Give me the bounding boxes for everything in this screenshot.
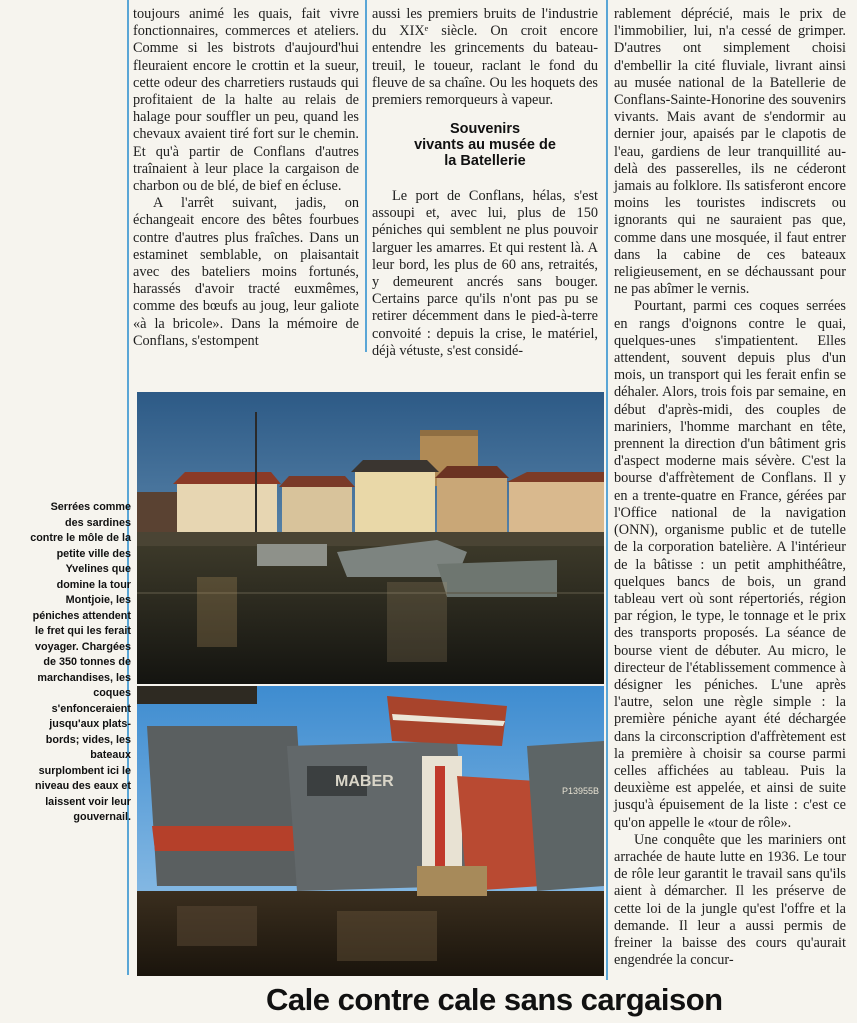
- subhead-line-3: la Batellerie: [444, 153, 526, 169]
- subhead-line-1: Souvenirs: [449, 121, 521, 137]
- moored-barges-illustration: [137, 686, 604, 976]
- hull-number-label: P13955B: [562, 786, 600, 796]
- column-divider-rule-2: [365, 0, 367, 352]
- photo-moored-barges: [137, 686, 604, 976]
- column-3-paragraph-2: Pourtant, parmi ces coques serrées en rangs d'oignons contre le quai, quelques-unes s'impatientent. Elles attendent, souvent depuis plus d'un mois, un transport qui les ferait enfin se déhaler. Alors, trois fois par semaine, en début d'après-midi, des couples de mariniers, l'homme marchant en tête, prennent la direction d'un bâtiment gris d'aspect moderne mais sévère. C'est la bourse d'affrètement de Conflans. Il y en a trente-quatre en France, gérées par l'Office national de la navigation (ONN), organisme public et de tutelle de la corporation batelière. A l'intérieur de la bâtisse : un petit amphithéâtre, quelques bancs de bois, un grand tableau vert où sont répertoriés, région par région, le type, le tonnage et le prix des transports proposés. La séance de bourse vient de débuter. Au micro, le directeur de l'établissement commence à désigner les péniches. L'une après l'autre, selon une règle simple : la première péniche ayant été déchargée dans la circonscription d'affrètement est la première à choisir sa course parmi celles affichées au tableau. Puis la deuxième est appelée, et ainsi de suite jusqu'à épuisement de la liste : c'est ce qu'on appelle le «tour de rôle».: [614, 298, 846, 831]
- column-divider-rule: [606, 0, 608, 980]
- column-2-body-paragraph: Le port de Conflans, hélas, s'est assoupi et, avec lui, plus de 150 péniches qui semblent ne plus pouvoir larguer les amarres. Et qui restent là. A leur bord, les plus de 60 ans, retraités, y demeurent ancrés sans bouger. Certains parce qu'ils n'ont pas pu se retirer décemment dans le pied-à-terre convoité : depuis la crise, le matériel, déjà vétuste, s'est considé-: [372, 188, 598, 359]
- column-1-paragraph-2: A l'arrêt suivant, jadis, on échangeait encore des bêtes fourbues contre d'autres plus fraîches. Dans un estaminet semblable, on plaisantait avec des bateliers moins fortunés, harassés d'avoir tracté euxmêmes, comme des bœufs au joug, leur galiote «à la bricole». Dans la mémoire de Conflans, s'estompent: [133, 195, 359, 349]
- harbor-town-illustration: [137, 392, 604, 684]
- column-3-paragraph-1: rablement déprécié, mais le prix de l'immobilier, lui, n'a cessé de grimper. D'autres ont simplement choisi d'embellir la cité fluviale, livrant ainsi au musée national de la Batellerie de Conflans-Sainte-Honorine des souvenirs vivants. Mais avant de s'endormir au dernier jour, apaisés par le clapotis de l'eau, gardiens de leur tranquillité au-delà des passerelles, ils ne céderont jamais au folklore. Ils satisferont encore moins les touristes indiscrets ou ignorants qui ne sauraient pas que, comme dans une mosquée, il faut entrer dans la cabine de ces bateaux religieusement, en se déchaussant pour ne pas abîmer le vernis.: [614, 6, 846, 298]
- article-column-2-intro: [372, 6, 598, 109]
- column-1-paragraph-1: toujours animé les quais, fait vivre fonctionnaires, commerces et ateliers. Comme si les bistrots d'aujourd'hui fleuraient encore le crottin et la sueur, cette odeur des charretiers rustauds qui profitaient de la halte au relais de halage pour souffler un peu, quand les chevaux avaient tiré fort sur le chemin. Et qu'à partir de Conflans d'autres traînaient à leur place la cargaison de charbon ou de blé, de bief en écluse.: [133, 6, 359, 195]
- hull-name-label: MABER: [335, 773, 394, 790]
- article-column-3: [614, 6, 846, 969]
- column-3-paragraph-3: Une conquête que les mariniers ont arrachée de haute lutte en 1936. Le tour de rôle leur garantit le travail sans qu'ils aient à démarcher. Il les préserve de cette loi de la jungle qu'est l'offre et la demande. Il leur a aussi permis de freiner la baisse des cours qu'aurait engendrée la concur-: [614, 831, 846, 969]
- photo-caption: Serrées comme des sardines contre le môle de la petite ville des Yvelines que domine la tour Montjoie, les péniches attendent le fret qui les ferait voyager. Chargées de 350 tonnes de marchandises, les coques s'enfonceraient jusqu'aux plats-bords; vides, les bateaux surplombent ici le niveau des eaux et laissent voir leur gouvernail.: [30, 501, 131, 823]
- subhead-line-2: vivants au musée de: [414, 137, 556, 153]
- section-subheading: [372, 121, 598, 169]
- left-margin-rule: [127, 0, 129, 975]
- headline-text: Cale contre cale sans cargaison: [266, 982, 723, 1017]
- photo-harbor-town: [137, 392, 604, 684]
- column-2-intro-paragraph: aussi les premiers bruits de l'industrie du XIXᵉ siècle. On croit encore entendre les grincements du bateau-treuil, le toueur, raclant le fond du fleuve de sa chaîne. Ou les hoquets des premiers remorqueurs à vapeur.: [372, 6, 598, 109]
- article-column-1: [133, 6, 359, 350]
- article-column-2-body: [372, 188, 598, 360]
